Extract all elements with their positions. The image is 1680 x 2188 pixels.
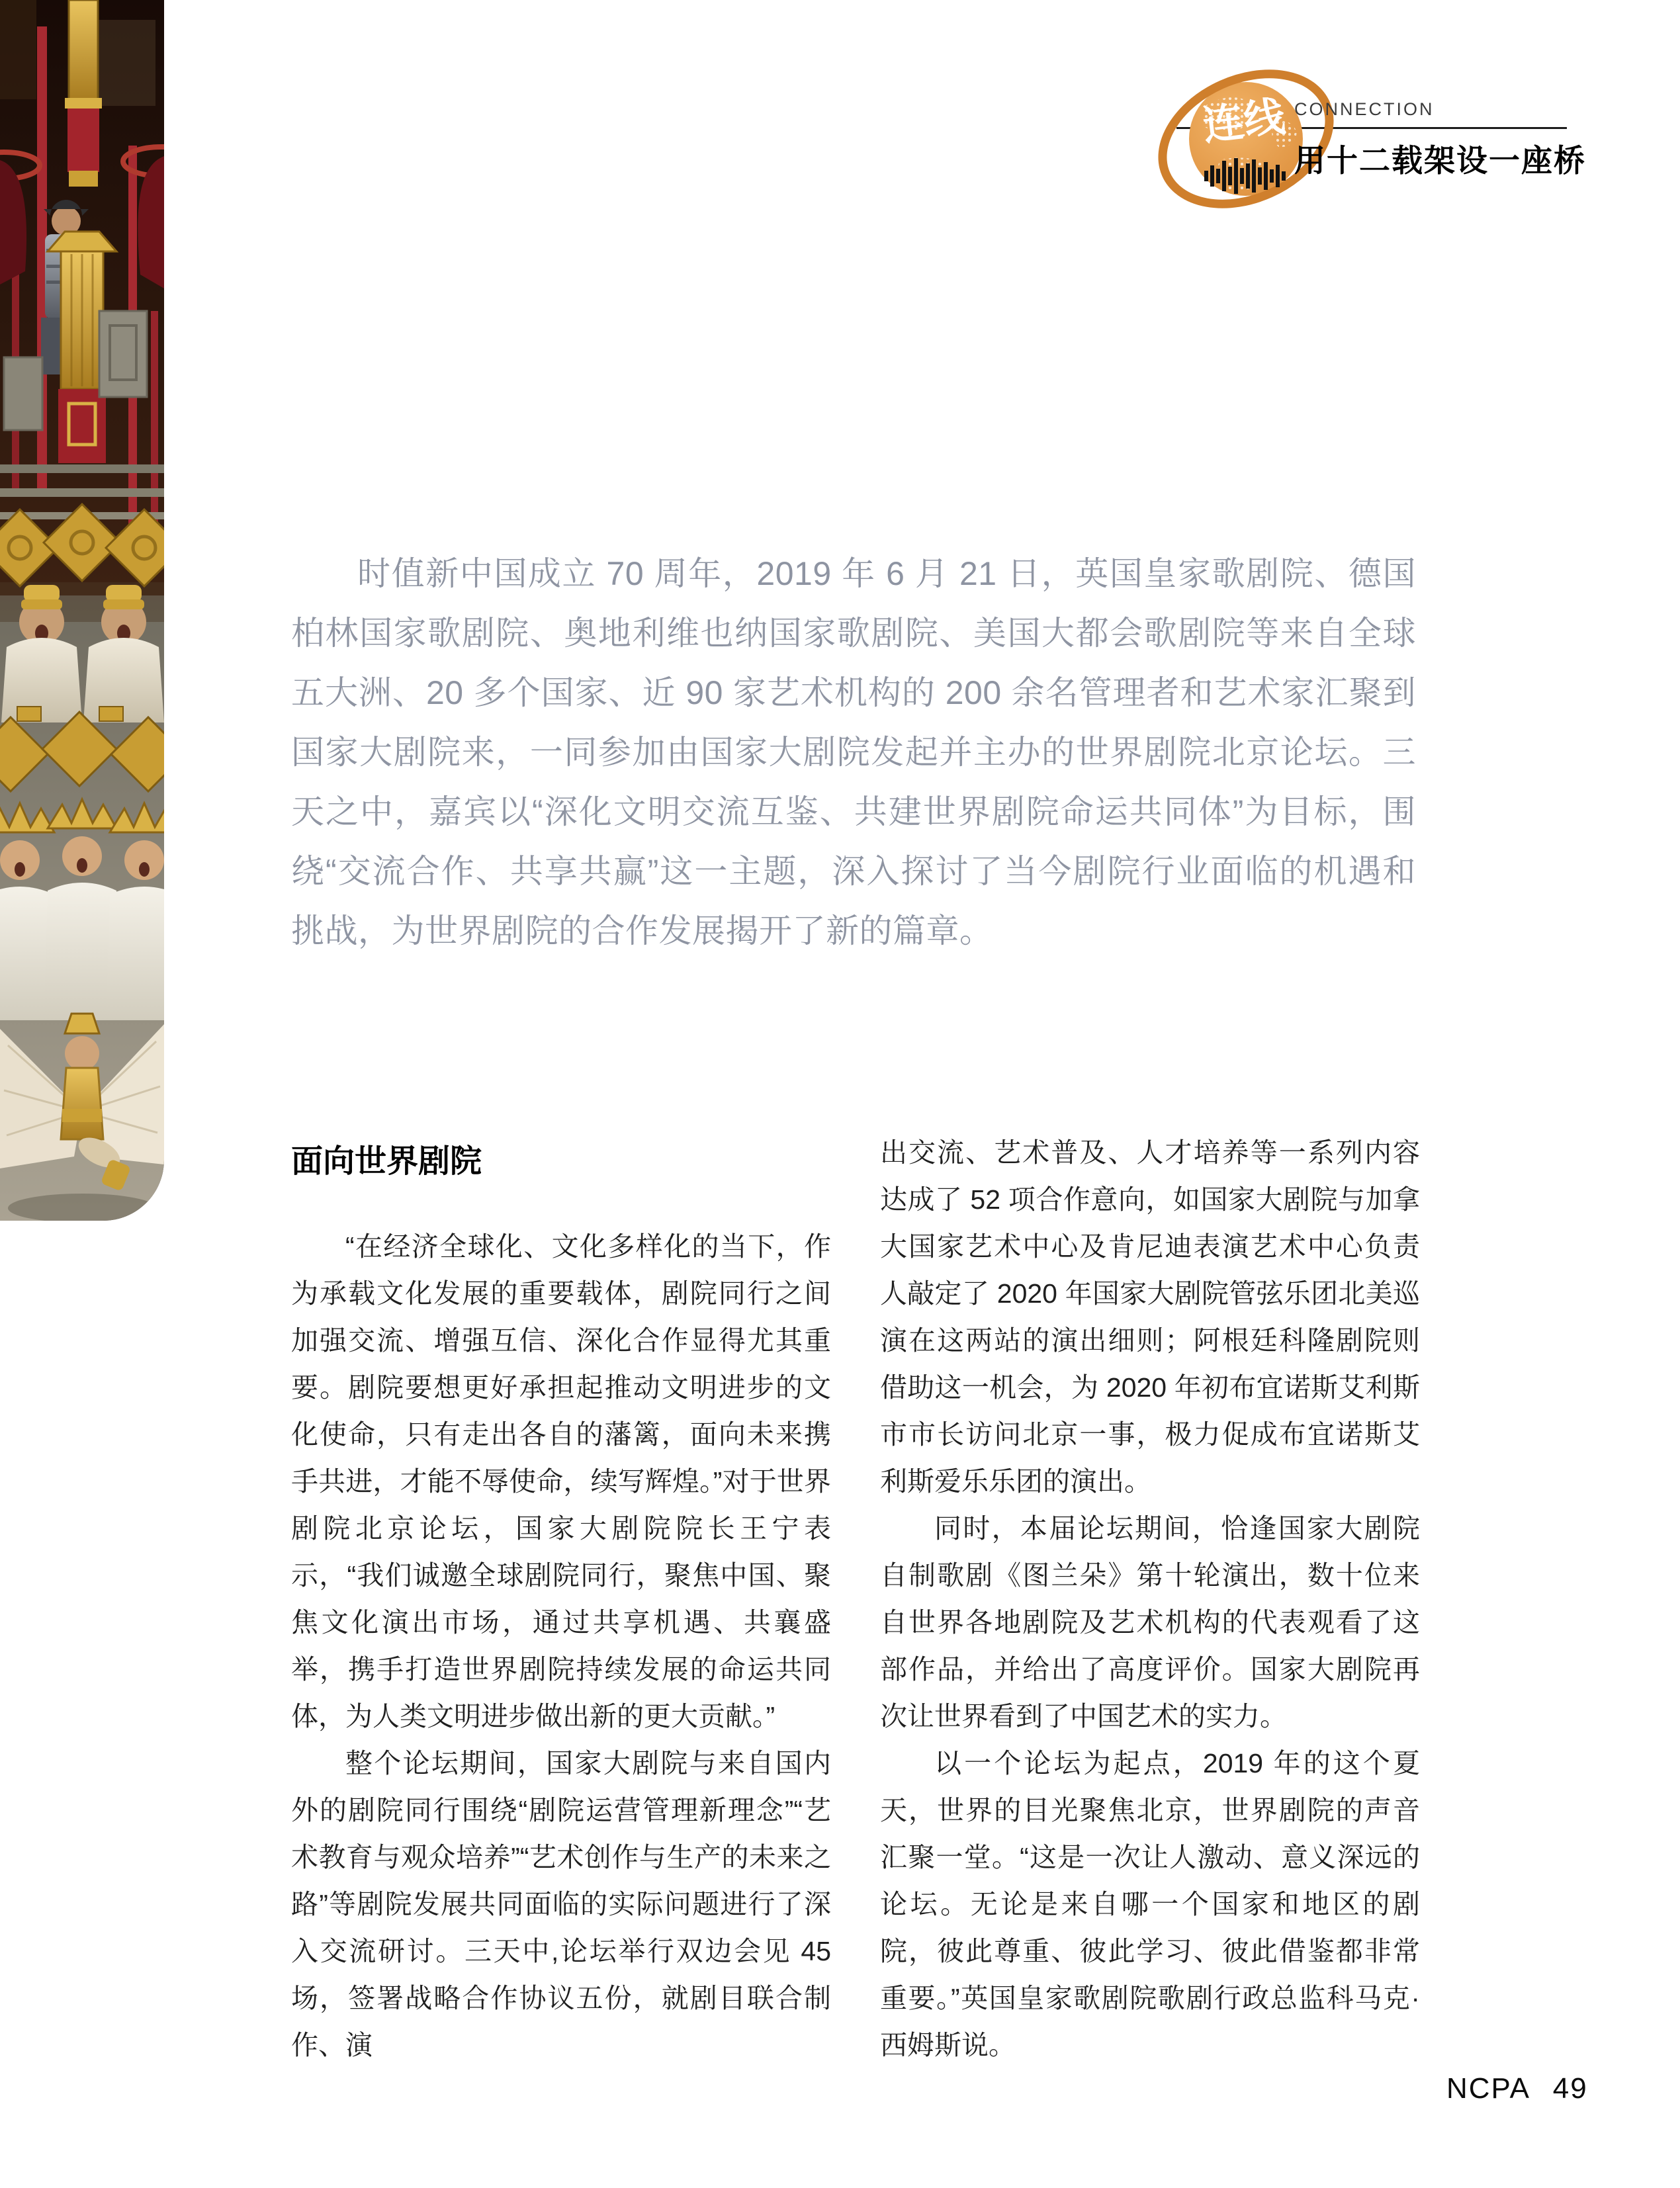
left-column [291,1223,831,2069]
page-title: 用十二载架设一座桥 [1294,143,1586,178]
opera-stage-illustration [0,0,164,1221]
left-paragraph-1: “在经济全球化、文化多样化的当下，作为承载文化发展的重要载体，剧院同行之间加强交流、增强互信、深化合作显得尤其重要。剧院要想更好承担起推动文明进步的文化使命，只有走出各自的藩篱，面向未来携手共进，才能不辱使命，续写辉煌。”对于世界剧院北京论坛，国家大剧院院长王宁表示，“我们诚邀全球剧院同行，聚焦中国、聚焦文化演出市场，通过共享机遇、共襄盛举，携手打造世界剧院持续发展的命运共同体，为人类文明进步做出新的更大贡献。” [291,1231,831,1731]
page-number: NCPA 49 [1446,2072,1588,2105]
right-column [880,1129,1420,2069]
right-paragraph-3: 以一个论坛为起点，2019 年的这个夏天，世界的目光聚焦北京，世界剧院的声音汇聚一堂。“这是一次让人激动、意义深远的论坛。无论是来自哪一个国家和地区的剧院，彼此尊重、彼此学习、彼此借鉴都非常重要。”英国皇家歌剧院歌剧行政总监科马克·西姆斯说。 [880,1748,1420,2060]
opera-stage-photo [0,0,164,1221]
right-paragraph-2: 同时，本届论坛期间，恰逢国家大剧院自制歌剧《图兰朵》第十轮演出，数十位来自世界各地剧院及艺术机构的代表观看了这部作品，并给出了高度评价。国家大剧院再次让世界看到了中国艺术的实力。 [880,1513,1420,1731]
connection-label: CONNECTION [1294,99,1435,119]
right-paragraph-1: 出交流、艺术普及、人才培养等一系列内容达成了 52 项合作意向，如国家大剧院与加拿大国家艺术中心及肯尼迪表演艺术中心负责人敲定了 2020 年国家大剧院管弦乐团北美巡演在这两站的演出细则；阿根廷科隆剧院则借助这一机会，为 2020 年初布宜诺斯艾利斯市市长访问北京一事，极力促成布宜诺斯艾利斯爱乐乐团的演出。 [880,1137,1420,1497]
article-heading: 面向世界剧院 [291,1144,482,1179]
left-paragraph-2: 整个论坛期间，国家大剧院与来自国内外的剧院同行围绕“剧院运营管理新理念”“艺术教育与观众培养”“艺术创作与生产的未来之路”等剧院发展共同面临的实际问题进行了深入交流研讨。三天中,论坛举行双边会见 45 场，签署战略合作协议五份，就剧目联合制作、演 [291,1748,831,2060]
intro-paragraph: 时值新中国成立 70 周年，2019 年 6 月 21 日，英国皇家歌剧院、德国柏林国家歌剧院、奥地利维也纳国家歌剧院、美国大都会歌剧院等来自全球五大洲、20 多个国家、近 90 家艺术机构的 200 余名管理者和艺术家汇聚到国家大剧院来，一同参加由国家大剧院发起并主办的世界剧院北京论坛。三天之中，嘉宾以“深化文明交流互鉴、共建世界剧院命运共同体”为目标，围绕“交流合作、共享共赢”这一主题，深入探讨了当今剧院行业面临的机遇和挑战，为世界剧院的合作发展揭开了新的篇章。 [291,555,1416,949]
logo-cn-text: 连线 [1200,93,1288,150]
